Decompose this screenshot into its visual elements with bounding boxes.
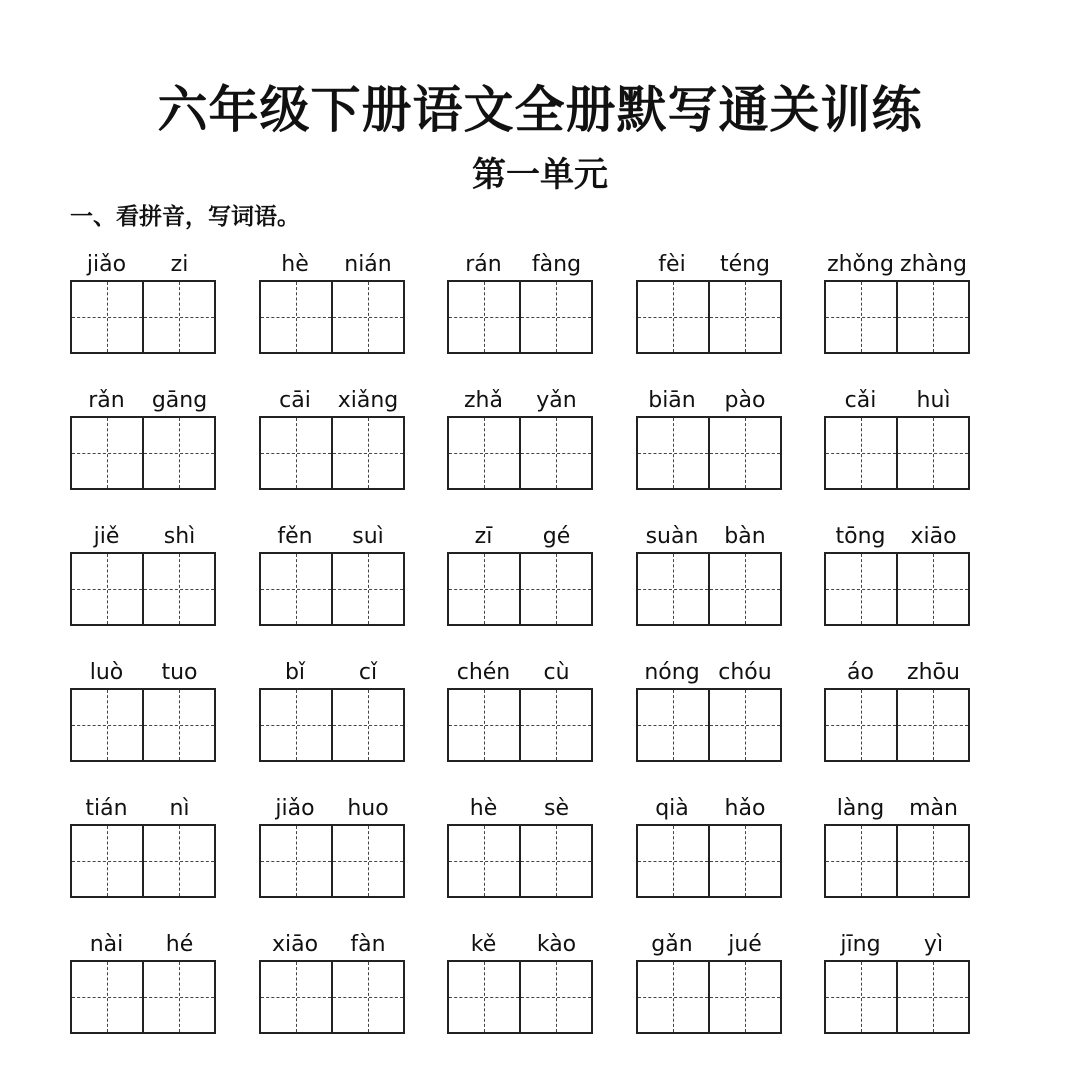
tianzige-cell[interactable] (826, 554, 896, 624)
pinyin-label (259, 654, 405, 688)
word-item (70, 246, 216, 382)
pinyin-syllable: sè (544, 796, 569, 821)
word-item (636, 382, 782, 518)
pinyin-syllable: zi (170, 252, 189, 277)
word-item (70, 382, 216, 518)
word-item (824, 926, 970, 1062)
tianzige-cell[interactable] (519, 826, 591, 896)
exercise-row (70, 246, 970, 382)
tianzige-cell[interactable] (331, 690, 403, 760)
pinyin-syllable: zhǎ (464, 388, 503, 413)
pinyin-label (447, 382, 593, 416)
tianzige-box-pair[interactable] (447, 416, 593, 490)
pinyin-label (70, 382, 216, 416)
tianzige-cell[interactable] (261, 554, 331, 624)
pinyin-label (70, 790, 216, 824)
tianzige-cell[interactable] (519, 554, 591, 624)
pinyin-syllable: fěn (277, 524, 313, 549)
exercise-row (70, 382, 970, 518)
pinyin-syllable: kě (470, 932, 497, 957)
tianzige-cell[interactable] (826, 826, 896, 896)
tianzige-box-pair[interactable] (636, 824, 782, 898)
pinyin-exercise-grid (70, 246, 970, 1062)
pinyin-label (70, 246, 216, 280)
tianzige-box-pair[interactable] (259, 416, 405, 490)
pinyin-label (636, 790, 782, 824)
pinyin-syllable: jiě (93, 524, 120, 549)
pinyin-label (259, 246, 405, 280)
tianzige-cell[interactable] (72, 690, 142, 760)
tianzige-cell[interactable] (142, 282, 214, 352)
pinyin-label (447, 246, 593, 280)
pinyin-label (259, 382, 405, 416)
tianzige-cell[interactable] (708, 690, 780, 760)
tianzige-cell[interactable] (826, 962, 896, 1032)
tianzige-cell[interactable] (896, 282, 968, 352)
tianzige-box-pair[interactable] (636, 416, 782, 490)
tianzige-box-pair[interactable] (824, 280, 970, 354)
pinyin-syllable: chén (456, 660, 511, 685)
tianzige-cell[interactable] (896, 418, 968, 488)
pinyin-syllable: kào (536, 932, 577, 957)
word-item (636, 654, 782, 790)
pinyin-label (824, 246, 970, 280)
tianzige-cell[interactable] (142, 690, 214, 760)
pinyin-label (70, 518, 216, 552)
tianzige-cell[interactable] (519, 418, 591, 488)
pinyin-syllable: suàn (645, 524, 699, 549)
pinyin-syllable: jīng (840, 932, 881, 957)
pinyin-syllable: cǎi (844, 388, 877, 413)
pinyin-syllable: luò (89, 660, 124, 685)
word-item (447, 790, 593, 926)
pinyin-label (447, 518, 593, 552)
tianzige-cell[interactable] (72, 282, 142, 352)
pinyin-syllable: nóng (644, 660, 700, 685)
pinyin-syllable: xiāo (910, 524, 957, 549)
pinyin-syllable: rǎn (88, 388, 125, 413)
tianzige-box-pair[interactable] (70, 552, 216, 626)
tianzige-cell[interactable] (449, 282, 519, 352)
pinyin-syllable: nài (89, 932, 124, 957)
tianzige-cell[interactable] (261, 418, 331, 488)
pinyin-syllable: chóu (718, 660, 772, 685)
tianzige-cell[interactable] (826, 282, 896, 352)
word-item (824, 382, 970, 518)
pinyin-label (447, 654, 593, 688)
tianzige-box-pair[interactable] (824, 552, 970, 626)
pinyin-syllable: zhàng (900, 252, 967, 277)
pinyin-syllable: yì (923, 932, 944, 957)
word-item (259, 518, 405, 654)
pinyin-label (824, 926, 970, 960)
word-item (824, 790, 970, 926)
pinyin-label (636, 518, 782, 552)
pinyin-syllable: fèi (658, 252, 686, 277)
tianzige-cell[interactable] (638, 554, 708, 624)
tianzige-cell[interactable] (72, 418, 142, 488)
tianzige-cell[interactable] (142, 826, 214, 896)
tianzige-cell[interactable] (708, 826, 780, 896)
tianzige-box-pair[interactable] (259, 688, 405, 762)
tianzige-cell[interactable] (826, 418, 896, 488)
exercise-row (70, 790, 970, 926)
pinyin-syllable: rán (465, 252, 502, 277)
tianzige-box-pair[interactable] (447, 688, 593, 762)
pinyin-syllable: tián (85, 796, 128, 821)
tianzige-box-pair[interactable] (447, 280, 593, 354)
tianzige-cell[interactable] (519, 282, 591, 352)
tianzige-cell[interactable] (142, 554, 214, 624)
word-item (636, 246, 782, 382)
tianzige-box-pair[interactable] (447, 960, 593, 1034)
tianzige-box-pair[interactable] (259, 960, 405, 1034)
word-item (259, 654, 405, 790)
word-item (447, 926, 593, 1062)
tianzige-box-pair[interactable] (636, 280, 782, 354)
tianzige-cell[interactable] (261, 962, 331, 1032)
word-item (70, 654, 216, 790)
exercise-row (70, 654, 970, 790)
pinyin-label (824, 654, 970, 688)
tianzige-cell[interactable] (331, 962, 403, 1032)
pinyin-syllable: hè (281, 252, 309, 277)
tianzige-cell[interactable] (708, 282, 780, 352)
word-item (447, 518, 593, 654)
tianzige-cell[interactable] (896, 554, 968, 624)
tianzige-cell[interactable] (519, 962, 591, 1032)
tianzige-cell[interactable] (896, 962, 968, 1032)
word-item (70, 518, 216, 654)
tianzige-cell[interactable] (142, 418, 214, 488)
pinyin-syllable: huì (916, 388, 951, 413)
word-item (824, 246, 970, 382)
pinyin-syllable: pào (724, 388, 766, 413)
pinyin-label (636, 926, 782, 960)
pinyin-syllable: yǎn (536, 388, 577, 413)
pinyin-syllable: fàng (531, 252, 582, 277)
tianzige-cell[interactable] (449, 962, 519, 1032)
pinyin-syllable: nì (169, 796, 190, 821)
pinyin-label (447, 926, 593, 960)
tianzige-cell[interactable] (331, 418, 403, 488)
tianzige-box-pair[interactable] (259, 824, 405, 898)
tianzige-cell[interactable] (708, 554, 780, 624)
tianzige-cell[interactable] (638, 826, 708, 896)
pinyin-label (636, 382, 782, 416)
pinyin-syllable: téng (719, 252, 771, 277)
pinyin-syllable: jiǎo (275, 796, 315, 821)
pinyin-syllable: jiǎo (86, 252, 127, 277)
tianzige-cell[interactable] (331, 554, 403, 624)
exercise-row (70, 518, 970, 654)
pinyin-label (636, 654, 782, 688)
pinyin-syllable: xiāo (271, 932, 319, 957)
word-item (824, 518, 970, 654)
tianzige-box-pair[interactable] (259, 552, 405, 626)
tianzige-box-pair[interactable] (824, 960, 970, 1034)
tianzige-cell[interactable] (638, 282, 708, 352)
pinyin-syllable: tōng (835, 524, 886, 549)
tianzige-box-pair[interactable] (447, 824, 593, 898)
word-item (70, 926, 216, 1062)
pinyin-syllable: làng (836, 796, 885, 821)
tianzige-cell[interactable] (449, 826, 519, 896)
tianzige-cell[interactable] (449, 418, 519, 488)
tianzige-cell[interactable] (72, 962, 142, 1032)
word-item (70, 790, 216, 926)
tianzige-box-pair[interactable] (70, 688, 216, 762)
pinyin-syllable: gé (542, 524, 571, 549)
tianzige-cell[interactable] (72, 826, 142, 896)
tianzige-cell[interactable] (449, 690, 519, 760)
word-item (259, 382, 405, 518)
pinyin-syllable: bǐ (284, 660, 306, 685)
word-item (824, 654, 970, 790)
tianzige-cell[interactable] (708, 418, 780, 488)
pinyin-syllable: gāng (151, 388, 208, 413)
tianzige-cell[interactable] (638, 962, 708, 1032)
tianzige-box-pair[interactable] (824, 824, 970, 898)
page-title: 六年级下册语文全册默写通关训练 (157, 80, 923, 139)
word-item (636, 790, 782, 926)
pinyin-syllable: shì (163, 524, 196, 549)
tianzige-cell[interactable] (72, 554, 142, 624)
tianzige-cell[interactable] (638, 418, 708, 488)
pinyin-syllable: zhǒng (827, 252, 894, 277)
pinyin-syllable: cāi (279, 388, 311, 413)
tianzige-box-pair[interactable] (447, 552, 593, 626)
word-item (447, 654, 593, 790)
tianzige-box-pair[interactable] (636, 552, 782, 626)
pinyin-syllable: tuo (161, 660, 198, 685)
pinyin-syllable: màn (909, 796, 958, 821)
pinyin-syllable: bàn (724, 524, 766, 549)
pinyin-syllable: zhōu (907, 660, 960, 685)
tianzige-box-pair[interactable] (636, 960, 782, 1034)
word-item (447, 382, 593, 518)
pinyin-label (636, 246, 782, 280)
section-heading: 一、看拼音，写词语。 (70, 204, 300, 230)
pinyin-label (824, 382, 970, 416)
word-item (259, 790, 405, 926)
tianzige-cell[interactable] (519, 690, 591, 760)
tianzige-box-pair[interactable] (70, 416, 216, 490)
tianzige-box-pair[interactable] (70, 280, 216, 354)
tianzige-cell[interactable] (331, 282, 403, 352)
tianzige-cell[interactable] (708, 962, 780, 1032)
pinyin-syllable: zī (474, 524, 493, 549)
pinyin-syllable: fàn (350, 932, 386, 957)
word-item (259, 926, 405, 1062)
tianzige-cell[interactable] (261, 282, 331, 352)
pinyin-syllable: suì (352, 524, 384, 549)
word-item (447, 246, 593, 382)
tianzige-cell[interactable] (638, 690, 708, 760)
tianzige-box-pair[interactable] (824, 688, 970, 762)
unit-title: 第一单元 (472, 155, 608, 195)
pinyin-label (824, 518, 970, 552)
pinyin-label (259, 926, 405, 960)
pinyin-label (259, 518, 405, 552)
pinyin-syllable: hé (165, 932, 194, 957)
pinyin-label (259, 790, 405, 824)
word-item (259, 246, 405, 382)
exercise-row (70, 926, 970, 1062)
tianzige-box-pair[interactable] (636, 688, 782, 762)
tianzige-box-pair[interactable] (259, 280, 405, 354)
tianzige-box-pair[interactable] (70, 824, 216, 898)
pinyin-syllable: xiǎng (337, 388, 399, 413)
pinyin-syllable: gǎn (651, 932, 693, 957)
word-item (636, 518, 782, 654)
pinyin-syllable: cǐ (358, 660, 378, 685)
word-item (636, 926, 782, 1062)
pinyin-syllable: hè (469, 796, 498, 821)
pinyin-syllable: jué (728, 932, 762, 957)
tianzige-cell[interactable] (896, 826, 968, 896)
pinyin-syllable: qià (655, 796, 689, 821)
tianzige-box-pair[interactable] (824, 416, 970, 490)
tianzige-box-pair[interactable] (70, 960, 216, 1034)
pinyin-syllable: huo (347, 796, 389, 821)
tianzige-cell[interactable] (449, 554, 519, 624)
tianzige-cell[interactable] (896, 690, 968, 760)
pinyin-syllable: hǎo (724, 796, 766, 821)
pinyin-syllable: áo (847, 660, 874, 685)
pinyin-syllable: nián (344, 252, 392, 277)
pinyin-label (70, 654, 216, 688)
pinyin-label (70, 926, 216, 960)
pinyin-syllable: biān (648, 388, 696, 413)
tianzige-cell[interactable] (261, 826, 331, 896)
pinyin-label (824, 790, 970, 824)
tianzige-cell[interactable] (261, 690, 331, 760)
tianzige-cell[interactable] (331, 826, 403, 896)
pinyin-syllable: cù (543, 660, 570, 685)
tianzige-cell[interactable] (826, 690, 896, 760)
pinyin-label (447, 790, 593, 824)
tianzige-cell[interactable] (142, 962, 214, 1032)
